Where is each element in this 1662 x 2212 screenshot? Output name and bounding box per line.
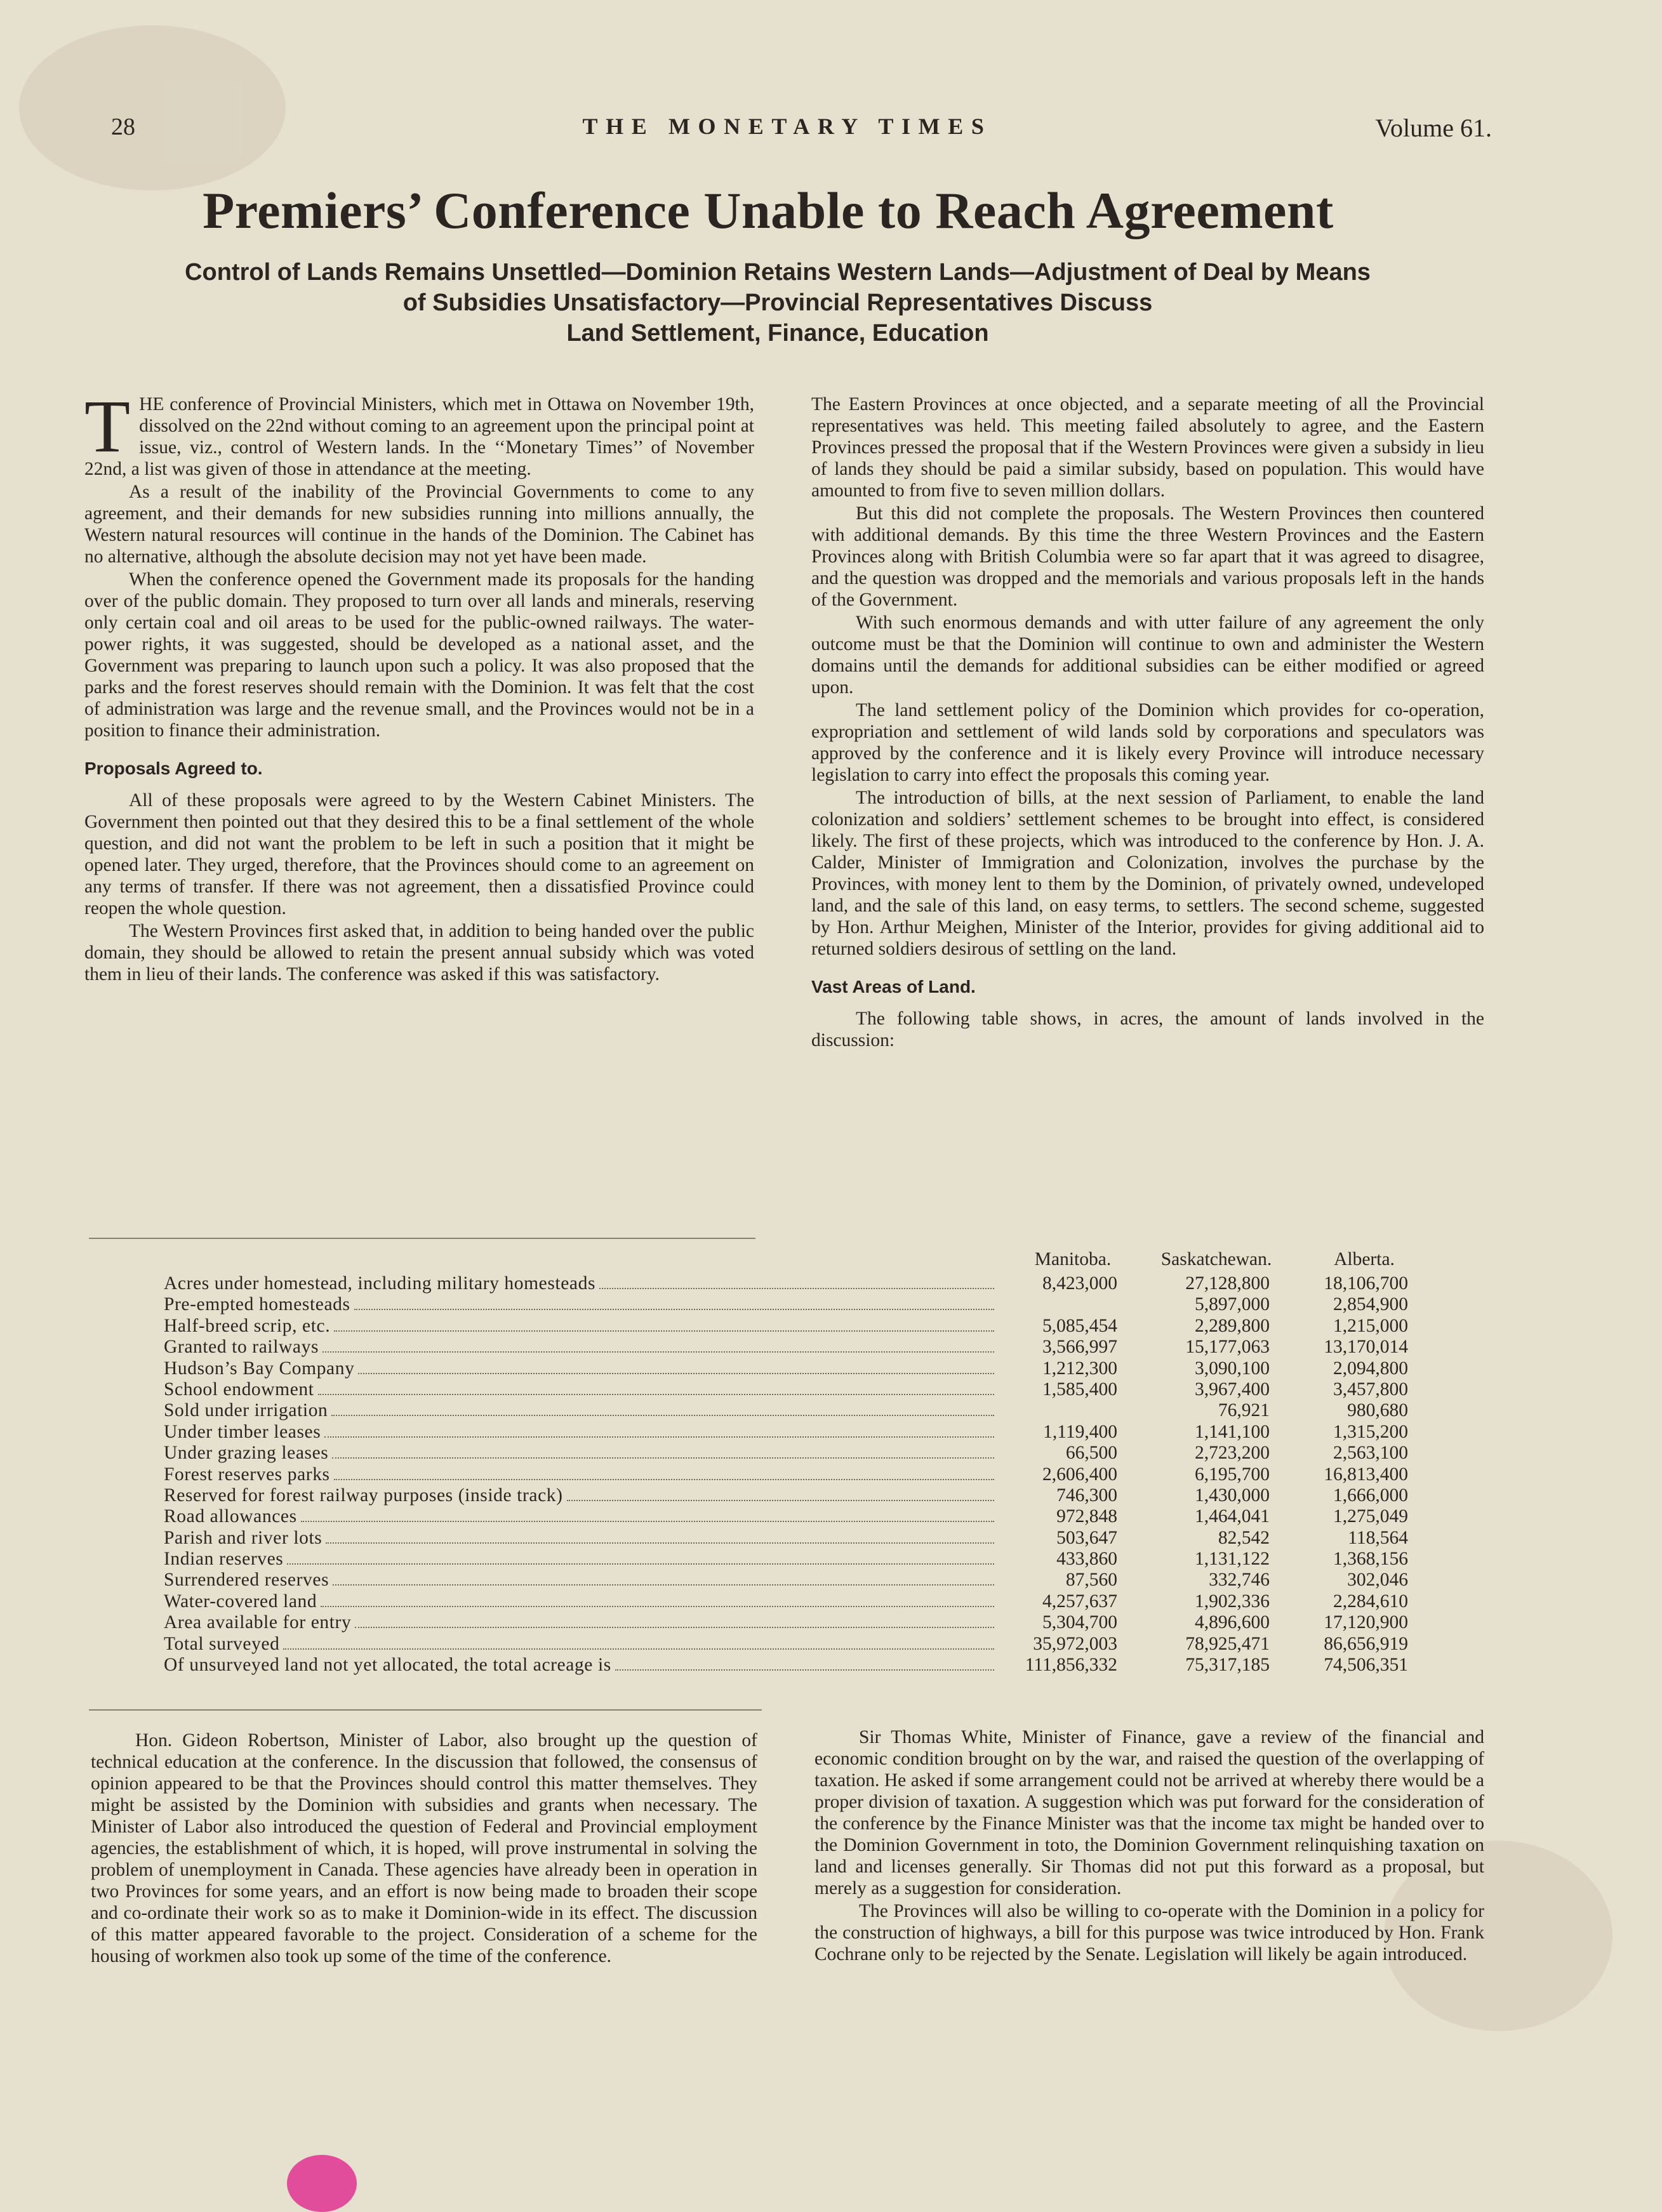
row-label <box>164 1316 997 1337</box>
paragraph: Hon. Gideon Robertson, Minister of Labor, also brought up the question of technical education at the conference. In the discussion that followed, the consensus of opinion appeared to be that the Provinces should control this matter themselves. They might be assisted by the Dominion with subsidies and grants when necessary. The Minister of Labor also introduced the question of Federal and Provincial employment agencies, the establishment of which, it is hoped, will prove instrumental in solving the problem of unemployment in Canada. These agencies have already been in operation in two Provinces for some years, and an effort is now being made to broaden their scope and co-ordinate their work so as to make it Dominion-wide in its effect. The discussion of this matter appeared favorable to the project. Consideration of a scheme for the housing of workmen also took up some of the time of the conference. <box>91 1730 757 1966</box>
paragraph: The land settlement policy of the Dominion which provides for co-operation, expropriation and settlement of wild lands sold by corporations and speculators was approved by the conference and it is likely every Province will introduce necessary legislation to carry into effect the proposals this coming year. <box>811 700 1484 785</box>
cell-alberta: 2,854,900 <box>1333 1294 1408 1315</box>
subhead-line: Land Settlement, Finance, Education <box>566 320 989 347</box>
row-label-text: Acres under homestead, including military homesteads <box>164 1273 596 1294</box>
cell-manitoba: 5,304,700 <box>1042 1612 1117 1633</box>
cell-saskatchewan: 78,925,471 <box>1185 1633 1270 1654</box>
row-label <box>164 1485 997 1506</box>
table-row <box>164 1358 1411 1379</box>
paragraph: The following table shows, in acres, the amount of lands involved in the discussion: <box>811 1009 1484 1050</box>
row-label-text: Surrendered reserves <box>164 1570 329 1591</box>
cell-saskatchewan: 1,131,122 <box>1195 1549 1270 1570</box>
row-label <box>164 1443 997 1464</box>
paragraph: Sir Thomas White, Minister of Finance, gave a review of the financial and economic condition brought on by the war, and raised the question of the overlapping of taxation. He asked if some arrangement could not be arrived at whereby there would be a proper division of taxation. A suggestion which was put forward for the consideration of the conference by the Finance Minister was that the income tax might be handed over to the Dominion Government in toto, the Dominion Government relinquishing taxation on land and licenses generally. Sir Thomas did not put this forward as a proposal, but merely as a suggestion for consideration. <box>814 1727 1484 1898</box>
cell-alberta: 13,170,014 <box>1324 1337 1408 1358</box>
cell-manitoba: 1,212,300 <box>1042 1358 1117 1379</box>
row-label-text: Forest reserves parks <box>164 1464 330 1485</box>
cell-saskatchewan: 5,897,000 <box>1195 1294 1270 1315</box>
cell-saskatchewan: 1,141,100 <box>1195 1421 1270 1442</box>
leader-dots <box>334 1467 994 1480</box>
cell-manitoba: 35,972,003 <box>1033 1633 1117 1654</box>
cell-saskatchewan: 1,430,000 <box>1195 1485 1270 1506</box>
row-label-text: Area available for entry <box>164 1612 352 1633</box>
paragraph: The Provinces will also be willing to co-operate with the Dominion in a policy for the construction of highways, a bill for this purpose was twice introduced by Hon. Frank Cochrane only to be rejected by the Senate. Legislation will likely be again introduced. <box>814 1901 1484 1964</box>
paper-stain <box>19 25 286 190</box>
cell-alberta: 1,275,049 <box>1333 1506 1408 1527</box>
row-label <box>164 1337 997 1358</box>
section-heading: Proposals Agreed to. <box>84 758 263 778</box>
article-subheadline <box>70 257 1486 348</box>
cell-alberta: 16,813,400 <box>1324 1464 1408 1485</box>
row-label-text: Parish and river lots <box>164 1527 322 1548</box>
table-row <box>164 1612 1411 1633</box>
cell-saskatchewan: 1,902,336 <box>1195 1591 1270 1612</box>
page-header <box>83 113 1492 151</box>
cell-saskatchewan: 82,542 <box>1218 1527 1270 1548</box>
paragraph-text: HE conference of Provincial Ministers, which met in Ottawa on November 19th, dissolved on the 22nd without coming to an agreement upon the principal point at issue, viz., control of Western lands. In the ‘‘Monetary Times’’ of November 22nd, a list was given of those in attendance at the meeting. <box>84 394 754 479</box>
paragraph: With such enormous demands and with utter failure of any agreement the only outcome must be that the Dominion will continue to own and administer the Western domains until the demands for additional subsidies can be either modified or agreed upon. <box>811 613 1484 698</box>
table-row <box>164 1443 1411 1464</box>
cell-saskatchewan: 3,090,100 <box>1195 1358 1270 1379</box>
subhead-line: Control of Lands Remains Unsettled—Dominion Retains Western Lands—Adjustment of Deal by Means <box>185 259 1371 286</box>
cell-manitoba: 4,257,637 <box>1042 1591 1117 1612</box>
cell-saskatchewan: 4,896,600 <box>1195 1612 1270 1633</box>
cell-manitoba: 1,585,400 <box>1042 1379 1117 1400</box>
cell-alberta: 1,666,000 <box>1333 1485 1408 1506</box>
leader-dots <box>287 1552 994 1565</box>
table-row <box>164 1485 1411 1506</box>
divider-rule <box>89 1709 762 1711</box>
cell-alberta: 2,094,800 <box>1333 1358 1408 1379</box>
row-label-text: Total surveyed <box>164 1633 280 1654</box>
table-row <box>164 1337 1411 1358</box>
table-row <box>164 1506 1411 1527</box>
leader-dots <box>322 1340 994 1353</box>
land-acreage-table <box>164 1249 1411 1676</box>
paragraph <box>84 385 754 480</box>
leader-dots <box>318 1382 994 1395</box>
row-label <box>164 1273 997 1294</box>
leader-dots <box>355 1615 994 1628</box>
journal-title: THE MONETARY TIMES <box>582 114 992 139</box>
cell-alberta: 980,680 <box>1347 1400 1408 1421</box>
row-label <box>164 1294 997 1315</box>
cell-alberta: 1,215,000 <box>1333 1315 1408 1336</box>
cell-alberta: 1,368,156 <box>1333 1549 1408 1570</box>
leader-dots <box>567 1488 994 1501</box>
leader-dots <box>354 1297 994 1310</box>
cell-manitoba: 8,423,000 <box>1042 1273 1117 1294</box>
row-label-text: Of unsurveyed land not yet allocated, the total acreage is <box>164 1655 611 1676</box>
row-label-text: School endowment <box>164 1379 314 1400</box>
row-label <box>164 1570 997 1591</box>
row-label <box>164 1634 997 1655</box>
leader-dots <box>333 1573 994 1586</box>
cell-saskatchewan: 2,723,200 <box>1195 1443 1270 1464</box>
row-label-text: Under timber leases <box>164 1421 321 1442</box>
cell-saskatchewan: 1,464,041 <box>1195 1506 1270 1527</box>
cell-alberta: 118,564 <box>1348 1527 1408 1548</box>
paragraph: The introduction of bills, at the next session of Parliament, to enable the land colonization and soldiers’ settlement schemes to be brought into effect, is considered likely. The first of these projects, which was introduced to the conference by Hon. J. A. Calder, Minister of Immigration and Colonization, involves the purchase by the Provinces, with money lent to them by the Dominion, of privately owned, undeveloped land, and the sale of this land, on easy terms, to settlers. The second scheme, suggested by Hon. Arthur Meighen, Minister of the Interior, provides for giving additional aid to returned soldiers desirous of settling on the land. <box>811 788 1484 959</box>
cell-manitoba: 87,560 <box>1065 1570 1117 1591</box>
row-label <box>164 1422 997 1443</box>
cell-alberta: 3,457,800 <box>1333 1379 1408 1400</box>
divider-rule <box>89 1238 755 1239</box>
leader-dots <box>615 1658 994 1671</box>
cell-alberta: 302,046 <box>1347 1570 1408 1591</box>
right-column-top <box>811 394 1484 1051</box>
row-label-text: Granted to railways <box>164 1337 319 1358</box>
row-label-text: Pre-empted homesteads <box>164 1294 350 1315</box>
paragraph: When the conference opened the Government made its proposals for the handing over of the public domain. They proposed to turn over all lands and minerals, reserving only certain coal and oil areas to be used for the public-owned railways. The water-power rights, it was suggested, should be developed as a national asset, and the Government was preparing to launch upon such a policy. It was also proposed that the parks and the forest reserves should remain with the Dominion. It was felt that the cost of administration was large and the revenue small, and the Provinces would not be in a position to finance their administration. <box>84 569 754 741</box>
row-label <box>164 1655 997 1676</box>
table-row <box>164 1273 1411 1294</box>
table-row <box>164 1316 1411 1337</box>
paragraph: But this did not complete the proposals. The Western Provinces then countered with additional demands. By this time the three Western Provinces and the Eastern Provinces along with British Columbia were so far apart that it was agreed to disagree, and the question was dropped and the memorials and various proposals left in the hands of the Government. <box>811 503 1484 610</box>
cell-manitoba: 2,606,400 <box>1042 1464 1117 1485</box>
page-number: 28 <box>111 114 135 140</box>
pink-marker-blot <box>287 2155 357 2212</box>
cell-manitoba: 433,860 <box>1056 1549 1117 1570</box>
cell-saskatchewan: 6,195,700 <box>1195 1464 1270 1485</box>
table-row <box>164 1464 1411 1485</box>
cell-manitoba: 503,647 <box>1056 1527 1117 1548</box>
table-row <box>164 1591 1411 1612</box>
volume-number: Volume 61. <box>1375 114 1492 142</box>
leader-dots <box>332 1446 994 1459</box>
subhead-line: of Subsidies Unsatisfactory—Provincial Representatives Discuss <box>402 289 1153 316</box>
row-label-text: Indian reserves <box>164 1549 284 1570</box>
right-column-bottom <box>814 1726 1484 1965</box>
cell-saskatchewan: 15,177,063 <box>1185 1337 1270 1358</box>
cell-manitoba: 66,500 <box>1065 1443 1117 1464</box>
cell-alberta: 2,284,610 <box>1333 1591 1408 1612</box>
leader-dots <box>326 1531 994 1544</box>
article-headline: Premiers’ Conference Unable to Reach Agreement <box>203 182 1334 239</box>
leader-dots <box>334 1319 994 1332</box>
leader-dots <box>283 1637 994 1650</box>
leader-dots <box>301 1509 994 1522</box>
table-body <box>164 1273 1411 1676</box>
cell-saskatchewan: 3,967,400 <box>1195 1379 1270 1400</box>
row-label <box>164 1528 997 1549</box>
table-row <box>164 1634 1411 1655</box>
row-label <box>164 1591 997 1612</box>
paragraph: The Western Provinces first asked that, in addition to being handed over the public domain, they should be allowed to retain the present annual subsidy which was voted them in lieu of their lands. The conference was asked if this was satisfactory. <box>84 921 754 984</box>
section-heading: Vast Areas of Land. <box>811 977 976 997</box>
row-label-text: Hudson’s Bay Company <box>164 1358 355 1379</box>
cell-alberta: 86,656,919 <box>1324 1633 1408 1654</box>
leader-dots <box>599 1276 994 1289</box>
table-row <box>164 1422 1411 1443</box>
cell-manitoba: 5,085,454 <box>1042 1315 1117 1336</box>
cell-saskatchewan: 75,317,185 <box>1185 1655 1270 1676</box>
cell-alberta: 1,315,200 <box>1333 1421 1408 1442</box>
leader-dots <box>331 1403 994 1416</box>
column-header-manitoba: Manitoba. <box>1034 1249 1112 1269</box>
paragraph: All of these proposals were agreed to by the Western Cabinet Ministers. The Government then pointed out that they desired this to be a final settlement of the whole question, and did not want the problem to be left in such a position that it might be opened later. They urged, therefore, that the Provinces should come to an agreement on any terms of transfer. If there was not agreement, then a dissatisfied Province could reopen the whole question. <box>84 790 754 918</box>
left-column-bottom <box>91 1730 757 1967</box>
table-row <box>164 1570 1411 1591</box>
row-label <box>164 1400 997 1421</box>
cell-manitoba: 1,119,400 <box>1043 1421 1117 1442</box>
table-row <box>164 1400 1411 1421</box>
row-label-text: Under grazing leases <box>164 1443 329 1464</box>
cell-alberta: 17,120,900 <box>1324 1612 1408 1633</box>
row-label <box>164 1549 997 1570</box>
leader-dots <box>321 1594 994 1607</box>
drop-cap: T <box>84 385 131 468</box>
row-label <box>164 1358 997 1379</box>
cell-saskatchewan: 76,921 <box>1218 1400 1270 1421</box>
row-label <box>164 1506 997 1527</box>
paragraph: The Eastern Provinces at once objected, and a separate meeting of all the Provincial representatives was held. This meeting failed absolutely to agree, and the Eastern Provinces pressed the proposal that if the Western Provinces were given a subsidy in lieu of lands they should be paid a similar subsidy, based on population. This would have amounted to from five to seven million dollars. <box>811 394 1484 501</box>
column-header-saskatchewan: Saskatchewan. <box>1160 1249 1272 1269</box>
row-label-text: Road allowances <box>164 1506 297 1527</box>
cell-manitoba: 3,566,997 <box>1042 1337 1117 1358</box>
cell-manitoba: 746,300 <box>1056 1485 1117 1506</box>
left-column-top <box>84 385 754 985</box>
column-header-alberta: Alberta. <box>1334 1249 1395 1269</box>
row-label-text: Half-breed scrip, etc. <box>164 1315 331 1336</box>
row-label-text: Reserved for forest railway purposes (inside track) <box>164 1485 563 1506</box>
cell-saskatchewan: 2,289,800 <box>1195 1315 1270 1336</box>
cell-alberta: 2,563,100 <box>1333 1443 1408 1464</box>
leader-dots <box>358 1361 994 1374</box>
row-label <box>164 1379 997 1400</box>
table-row <box>164 1528 1411 1549</box>
table-row <box>164 1379 1411 1400</box>
table-row <box>164 1549 1411 1570</box>
cell-manitoba: 111,856,332 <box>1025 1655 1117 1676</box>
row-label-text: Water-covered land <box>164 1591 317 1612</box>
leader-dots <box>324 1425 994 1438</box>
cell-saskatchewan: 332,746 <box>1209 1570 1270 1591</box>
paragraph: As a result of the inability of the Provincial Governments to come to any agreement, and their demands for new subsidies running into millions annually, the Western natural resources will continue in the hands of the Dominion. The Cabinet has no alternative, although the absolute decision may not yet have been made. <box>84 482 754 567</box>
cell-saskatchewan: 27,128,800 <box>1185 1273 1270 1294</box>
row-label-text: Sold under irrigation <box>164 1400 328 1421</box>
row-label <box>164 1464 997 1485</box>
cell-alberta: 74,506,351 <box>1324 1655 1408 1676</box>
cell-alberta: 18,106,700 <box>1324 1273 1408 1294</box>
table-row <box>164 1655 1411 1676</box>
cell-manitoba: 972,848 <box>1056 1506 1117 1527</box>
table-header <box>164 1249 1411 1273</box>
row-label <box>164 1612 997 1633</box>
table-row <box>164 1294 1411 1315</box>
